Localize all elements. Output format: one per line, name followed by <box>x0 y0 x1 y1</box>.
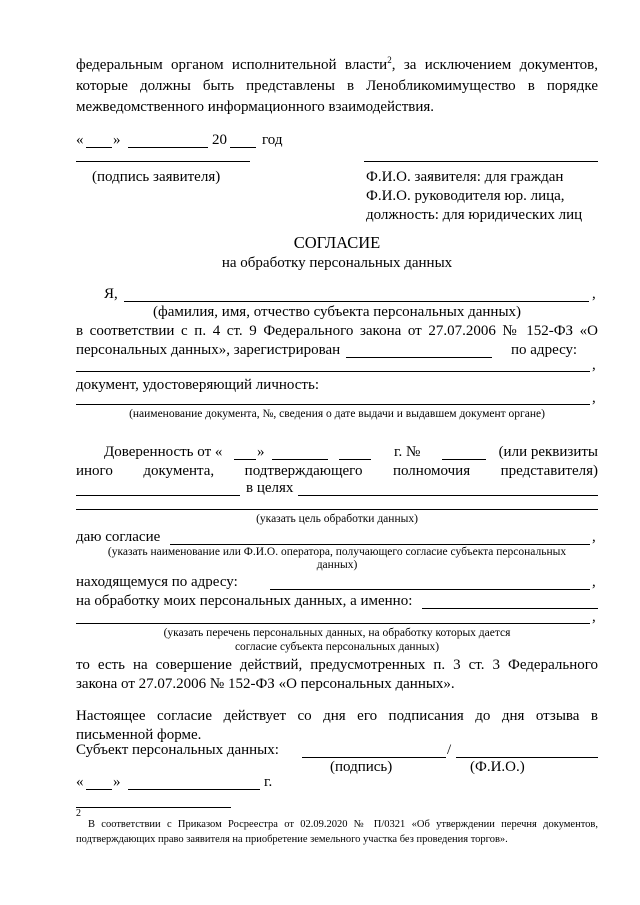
subject-fio-caption: (фамилия, имя, отчество субъекта персональных данных) <box>152 304 522 320</box>
validity-line-1: Настоящее согласие действует со дня его подписания до дня отзыва в <box>76 708 598 724</box>
operator-address-label: находящемуся по адресу: <box>76 574 238 590</box>
intro-text: , за исключением документов, <box>391 57 598 73</box>
personal-data-field-1[interactable] <box>422 608 598 609</box>
actions-line-2: закона от 27.07.2006 № 152-ФЗ «О персональных данных». <box>76 676 455 692</box>
applicant-name-field[interactable] <box>364 161 598 162</box>
proxy-label: Доверенность от « <box>104 444 223 460</box>
applicant-signature-field[interactable] <box>76 161 250 162</box>
subject-label: Субъект персональных данных: <box>76 742 279 758</box>
purpose-label: в целях <box>246 480 294 496</box>
date-day-field[interactable] <box>86 147 112 148</box>
purpose-field-2[interactable] <box>76 509 598 510</box>
subject-fio-field[interactable] <box>124 301 589 302</box>
intro-text: федеральным органом исполнительной власти <box>76 57 388 73</box>
proxy-other-label: (или реквизиты <box>498 444 598 460</box>
footnote-separator <box>76 807 231 808</box>
comma: , <box>592 286 596 302</box>
give-consent-label: даю согласие <box>76 529 161 545</box>
address-label: по адресу: <box>511 342 578 358</box>
intro-line-3: межведомственного информационного взаимодействия. <box>76 99 435 115</box>
date-year-field[interactable] <box>230 147 256 148</box>
comma: , <box>592 390 596 406</box>
final-date-open-quote: « <box>76 774 84 790</box>
subject-signature-caption: (подпись) <box>330 759 393 775</box>
document-title: СОГЛАСИЕ <box>293 233 381 252</box>
intro-line-2: которые должны быть представлены в Ленобликомимущество в порядке <box>76 78 598 94</box>
address-field[interactable] <box>76 371 590 372</box>
personal-data-label: на обработку моих персональных данных, а именно: <box>76 593 413 609</box>
date-year-suffix: год <box>262 132 283 148</box>
date-close-quote: » <box>113 132 121 148</box>
proxy-close-quote: » <box>257 444 265 460</box>
comma: , <box>592 574 596 590</box>
final-date-suffix: г. <box>264 774 273 790</box>
personal-data-field-2[interactable] <box>76 623 590 624</box>
footnote-ref: 2 <box>387 55 392 65</box>
comma: , <box>592 529 596 545</box>
law-line-1: в соответствии с п. 4 ст. 9 Федерального закона от 27.07.2006 № 152-ФЗ «О <box>76 323 598 339</box>
final-date-month-year-field[interactable] <box>128 789 260 790</box>
identity-document-label: документ, удостоверяющий личность: <box>76 377 319 393</box>
validity-line-2: письменной форме. <box>76 727 202 743</box>
proxy-details-field[interactable] <box>76 495 240 496</box>
slash: / <box>447 742 452 758</box>
date-open-quote: « <box>76 132 84 148</box>
footnote-text: В соответствии с Приказом Росреестра от 02.09.2020 № П/0321 «Об утверждении перечня документов, подтверждающих право заявителя на приобретение земельного участка без проведения торгов». <box>76 819 598 845</box>
applicant-signature-caption: (подпись заявителя) <box>92 169 221 185</box>
proxy-month-field[interactable] <box>272 459 328 460</box>
applicant-name-caption-1: Ф.И.О. заявителя: для граждан <box>366 169 564 185</box>
personal-data-caption-2: согласие субъекта персональных данных) <box>234 641 440 653</box>
document-subtitle: на обработку персональных данных <box>221 255 453 271</box>
date-month-field[interactable] <box>128 147 208 148</box>
identity-document-field[interactable] <box>76 404 590 405</box>
operator-address-field[interactable] <box>270 589 590 590</box>
operator-caption-2: данных) <box>316 559 358 571</box>
final-date-day-field[interactable] <box>86 789 112 790</box>
registered-field[interactable] <box>346 357 492 358</box>
final-date-close-quote: » <box>113 774 121 790</box>
proxy-day-field[interactable] <box>234 459 256 460</box>
proxy-year-field[interactable] <box>339 459 371 460</box>
proxy-number-field[interactable] <box>442 459 486 460</box>
purpose-caption: (указать цель обработки данных) <box>256 513 418 525</box>
i-label: Я, <box>104 286 118 302</box>
applicant-name-caption-3: должность: для юридических лиц <box>366 207 583 223</box>
footnote-number: 2 <box>76 808 81 819</box>
identity-document-caption: (наименование документа, №, сведения о дате выдачи и выдавшем документ органе) <box>129 408 545 420</box>
actions-line-1: то есть на совершение действий, предусмотренных п. 3 ст. 3 Федерального <box>76 657 598 673</box>
law-line-2: персональных данных», зарегистрирован <box>76 342 341 358</box>
purpose-field-1[interactable] <box>298 495 598 496</box>
proxy-line-2: иного документа, подтверждающего полномочия представителя) <box>76 463 598 479</box>
proxy-number-label: г. № <box>394 444 421 460</box>
date-year-prefix: 20 <box>212 132 227 148</box>
comma: , <box>592 609 596 625</box>
comma: , <box>592 357 596 373</box>
applicant-name-caption-2: Ф.И.О. руководителя юр. лица, <box>366 188 565 204</box>
personal-data-caption-1: (указать перечень персональных данных, на обработку которых дается <box>163 627 511 639</box>
operator-caption-1: (указать наименование или Ф.И.О. оператора, получающего согласие субъекта персональных <box>107 546 567 558</box>
subject-fio-short-caption: (Ф.И.О.) <box>470 759 525 775</box>
intro-line-1 <box>76 56 598 75</box>
